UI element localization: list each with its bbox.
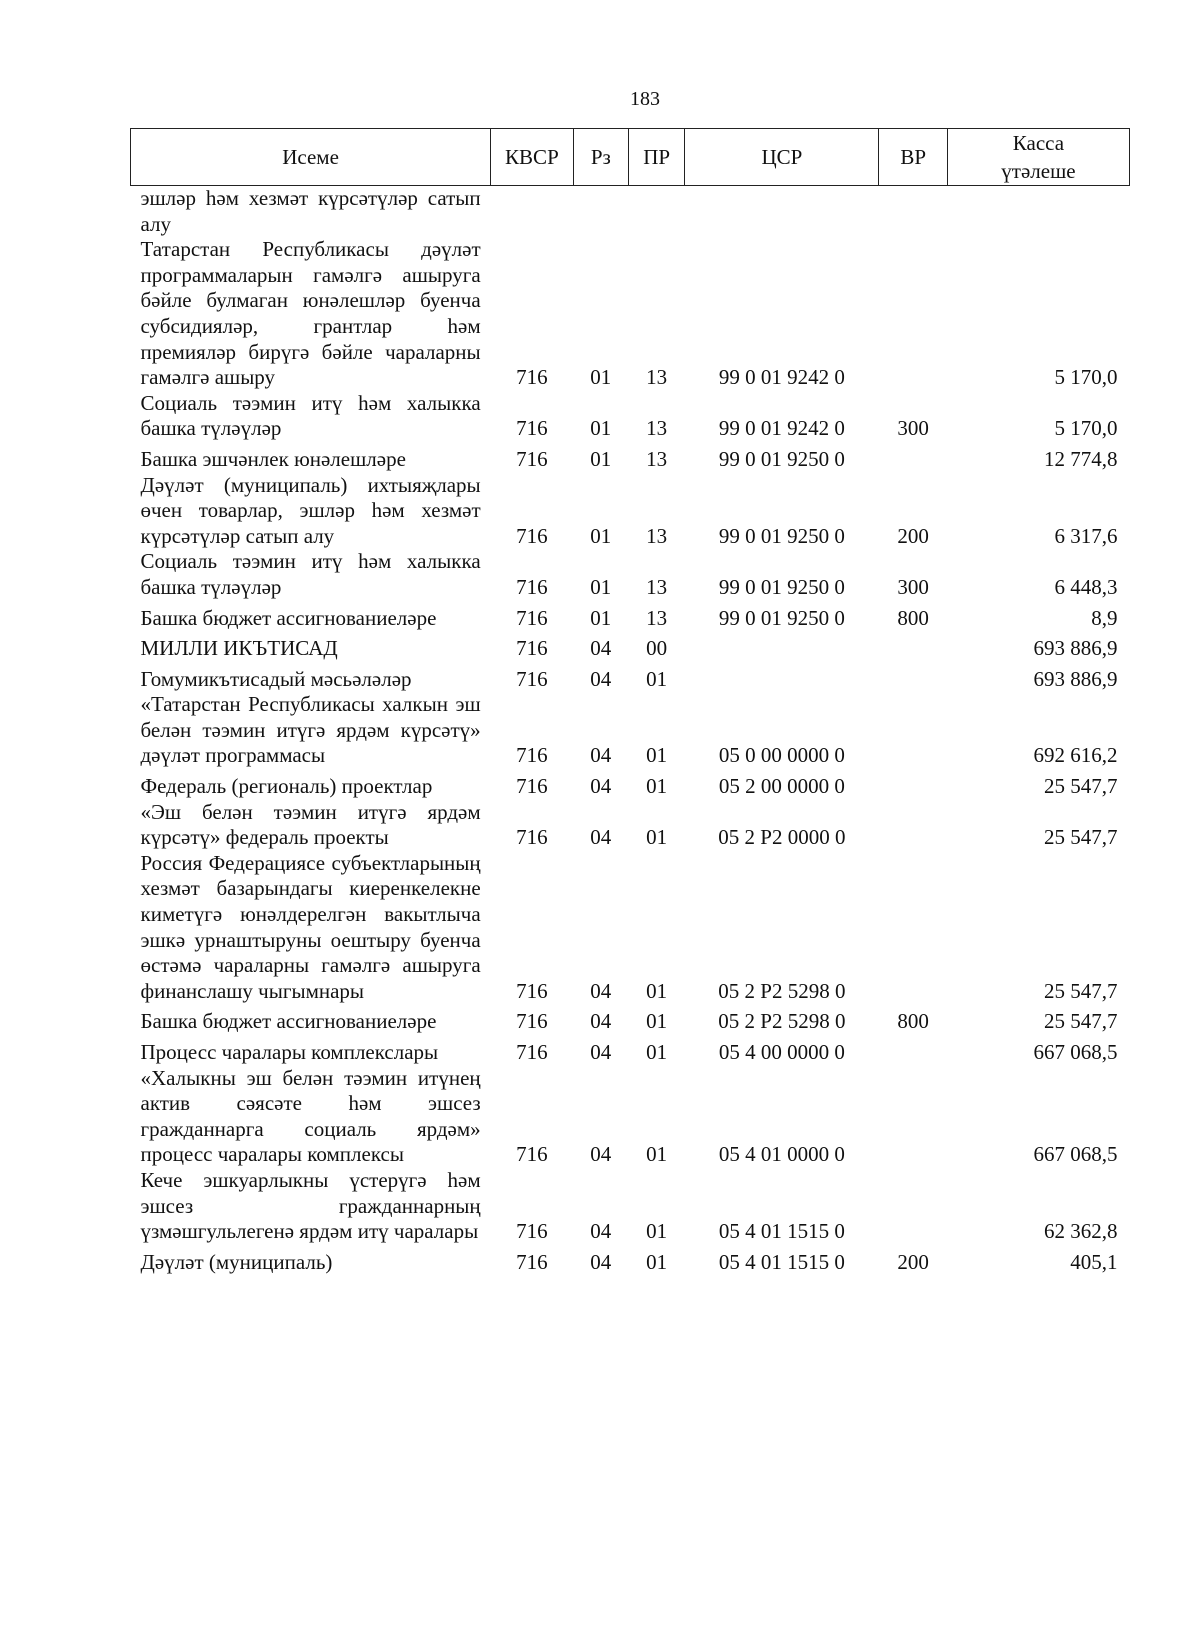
cell-rz: 04 bbox=[590, 1249, 612, 1274]
header-vr: ВР bbox=[879, 129, 947, 186]
cell-pr: 01 bbox=[646, 743, 668, 768]
table-row bbox=[131, 851, 1130, 1005]
cell-kvsr: 716 bbox=[516, 1009, 548, 1034]
cell-kvsr: 716 bbox=[516, 365, 548, 390]
cell-pr: 01 bbox=[646, 1219, 668, 1244]
cell-vr bbox=[879, 631, 947, 662]
cell-pr: 01 bbox=[646, 1249, 668, 1274]
header-csr: ЦСР bbox=[685, 129, 879, 186]
cell-name: «Татарстан Республикасы халкын эш белән тәэмин итүгә ярдәм күрсәтү» дәүләт программасы bbox=[140, 692, 481, 768]
cell-rz: 04 bbox=[590, 1009, 612, 1034]
cell-pr: 01 bbox=[646, 1142, 668, 1167]
cell-name: Башка бюджет ассигнованиеләре bbox=[140, 605, 437, 630]
cell-sum: 692 616,2 bbox=[1033, 743, 1118, 768]
table-row bbox=[131, 1245, 1130, 1276]
table-row bbox=[131, 473, 1130, 550]
page-number: 183 bbox=[630, 88, 660, 110]
cell-sum: 25 547,7 bbox=[1044, 825, 1118, 850]
cell-kvsr: 716 bbox=[516, 446, 548, 471]
cell-sum: 667 068,5 bbox=[1033, 1142, 1118, 1167]
table-row bbox=[131, 1035, 1130, 1066]
cell-vr bbox=[879, 1066, 947, 1168]
cell-vr bbox=[879, 1168, 947, 1245]
cell-kvsr: 716 bbox=[516, 605, 548, 630]
cell-name: «Эш белән тәэмин итүгә ярдәм күрсәтү» федераль проекты bbox=[140, 799, 481, 850]
header-sum bbox=[947, 129, 1129, 186]
cell-sum: 405,1 bbox=[1070, 1249, 1118, 1274]
cell-pr: 01 bbox=[646, 825, 668, 850]
cell-kvsr: 716 bbox=[516, 1040, 548, 1064]
cell-rz: 04 bbox=[590, 1142, 612, 1167]
cell-csr: 05 2 00 0000 0 bbox=[718, 774, 845, 799]
cell-sum: 8,9 bbox=[1091, 605, 1118, 630]
cell-csr: 05 2 P2 5298 0 bbox=[718, 1009, 846, 1034]
header-rz: Рз bbox=[573, 129, 628, 186]
cell-kvsr: 716 bbox=[516, 825, 548, 850]
cell-csr bbox=[685, 186, 879, 238]
cell-rz: 01 bbox=[590, 605, 612, 630]
header-sum-line2: үтәлеше bbox=[1001, 159, 1076, 183]
cell-pr: 13 bbox=[646, 605, 668, 630]
cell-name: Башка эшчәнлек юнәлешләре bbox=[140, 446, 406, 471]
cell-kvsr: 716 bbox=[516, 574, 548, 599]
cell-rz: 04 bbox=[590, 666, 612, 691]
cell-sum: 6 448,3 bbox=[1054, 574, 1118, 599]
header-kvsr: КВСР bbox=[491, 129, 573, 186]
cell-pr: 13 bbox=[646, 365, 668, 390]
cell-sum: 693 886,9 bbox=[1033, 636, 1118, 661]
table-row bbox=[131, 1168, 1130, 1245]
table-row bbox=[131, 391, 1130, 442]
cell-vr: 200 bbox=[897, 1249, 929, 1274]
cell-vr: 300 bbox=[897, 574, 929, 599]
cell-name: Дәүләт (муниципаль) ихтыяҗлары өчен товарлар, эшләр һәм хезмәт күрсәтүләр сатып алу bbox=[140, 472, 481, 548]
cell-csr: 05 4 01 0000 0 bbox=[718, 1142, 845, 1167]
cell-kvsr: 716 bbox=[516, 666, 548, 691]
cell-sum: 12 774,8 bbox=[1044, 446, 1118, 471]
cell-csr: 05 4 01 1515 0 bbox=[718, 1249, 845, 1274]
cell-sum: 667 068,5 bbox=[1033, 1040, 1118, 1064]
cell-kvsr: 716 bbox=[516, 978, 548, 1003]
cell-pr bbox=[628, 186, 684, 238]
table-row bbox=[131, 662, 1130, 693]
cell-csr: 99 0 01 9250 0 bbox=[718, 523, 845, 548]
cell-kvsr: 716 bbox=[516, 1249, 548, 1274]
cell-kvsr: 716 bbox=[516, 1142, 548, 1167]
cell-name: Россия Федерациясе субъектларының хезмәт базарындагы киеренкелекне киметүгә юнәлдерелгән вакытлыча эшкә урнаштыруны оештыру буенча өстәмә чараларны гамәлгә ашыруга финанслашу чыгымнары bbox=[140, 850, 481, 1003]
cell-kvsr: 716 bbox=[516, 416, 548, 441]
cell-pr: 00 bbox=[646, 636, 668, 661]
cell-name: Социаль тәэмин итү һәм халыкка башка түләүләр bbox=[140, 390, 481, 441]
cell-name: Процесс чаралары комплекслары bbox=[140, 1040, 439, 1064]
cell-name: Башка бюджет ассигнованиеләре bbox=[140, 1009, 437, 1034]
cell-vr bbox=[879, 800, 947, 851]
cell-csr bbox=[685, 631, 879, 662]
cell-sum: 25 547,7 bbox=[1044, 1009, 1118, 1034]
cell-vr: 800 bbox=[897, 1009, 929, 1034]
cell-vr: 300 bbox=[897, 416, 929, 441]
cell-kvsr: 716 bbox=[516, 1219, 548, 1244]
cell-pr: 13 bbox=[646, 446, 668, 471]
cell-vr bbox=[879, 186, 947, 238]
cell-pr: 13 bbox=[646, 574, 668, 599]
table-row bbox=[131, 631, 1130, 662]
cell-name: Федераль (региональ) проектлар bbox=[140, 774, 433, 799]
cell-rz: 01 bbox=[590, 416, 612, 441]
cell-sum: 5 170,0 bbox=[1054, 365, 1118, 390]
cell-sum bbox=[947, 186, 1129, 238]
cell-pr: 01 bbox=[646, 978, 668, 1003]
cell-csr: 99 0 01 9242 0 bbox=[718, 416, 845, 441]
table-row bbox=[131, 692, 1130, 769]
cell-csr: 99 0 01 9250 0 bbox=[718, 446, 845, 471]
cell-kvsr: 716 bbox=[516, 774, 548, 799]
cell-csr: 05 2 P2 5298 0 bbox=[718, 978, 846, 1003]
cell-sum: 6 317,6 bbox=[1054, 523, 1118, 548]
cell-rz bbox=[573, 186, 628, 238]
table-row bbox=[131, 769, 1130, 800]
cell-rz: 04 bbox=[590, 1040, 612, 1064]
cell-vr bbox=[879, 662, 947, 693]
cell-kvsr: 716 bbox=[516, 743, 548, 768]
cell-csr: 05 4 01 1515 0 bbox=[718, 1219, 845, 1244]
cell-kvsr: 716 bbox=[516, 636, 548, 661]
cell-vr bbox=[879, 692, 947, 769]
table-row bbox=[131, 800, 1130, 851]
cell-name: эшләр һәм хезмәт күрсәтүләр сатып алу bbox=[140, 186, 481, 236]
cell-name: Гомумикътисадый мәсьәләләр bbox=[140, 666, 412, 691]
cell-rz: 01 bbox=[590, 574, 612, 599]
cell-pr: 01 bbox=[646, 774, 668, 799]
cell-csr: 99 0 01 9250 0 bbox=[718, 605, 845, 630]
budget-table bbox=[130, 128, 1130, 1275]
table-row bbox=[131, 1004, 1130, 1035]
cell-rz: 04 bbox=[590, 978, 612, 1003]
cell-vr bbox=[879, 1035, 947, 1066]
cell-pr: 13 bbox=[646, 523, 668, 548]
table-body bbox=[131, 186, 1130, 1276]
cell-name: Кече эшкуарлыкны үстерүгә һәм эшсез гражданнарның үзмәшгульлегенә ярдәм итү чаралары bbox=[140, 1167, 481, 1244]
cell-csr: 05 0 00 0000 0 bbox=[718, 743, 845, 768]
cell-sum: 693 886,9 bbox=[1033, 666, 1118, 691]
cell-csr: 99 0 01 9242 0 bbox=[718, 365, 845, 390]
cell-rz: 04 bbox=[590, 1219, 612, 1244]
cell-rz: 04 bbox=[590, 774, 612, 799]
header-pr: ПР bbox=[628, 129, 684, 186]
cell-rz: 01 bbox=[590, 446, 612, 471]
cell-kvsr: 716 bbox=[516, 523, 548, 548]
table-header bbox=[131, 129, 1130, 186]
cell-rz: 01 bbox=[590, 523, 612, 548]
cell-name: «Халыкны эш белән тәэмин итүнең актив сәясәте һәм эшсез гражданнарга социаль ярдәм» процесс чаралары комплексы bbox=[140, 1065, 481, 1167]
table-row bbox=[131, 601, 1130, 632]
cell-rz: 01 bbox=[590, 365, 612, 390]
cell-sum: 25 547,7 bbox=[1044, 774, 1118, 799]
table-row bbox=[131, 1066, 1130, 1168]
header-sum-line1: Касса bbox=[1012, 131, 1065, 155]
header-name: Исеме bbox=[131, 129, 491, 186]
cell-vr bbox=[879, 237, 947, 391]
cell-csr: 05 4 00 0000 0 bbox=[718, 1040, 845, 1064]
cell-rz: 04 bbox=[590, 636, 612, 661]
cell-pr: 13 bbox=[646, 416, 668, 441]
cell-sum: 5 170,0 bbox=[1054, 416, 1118, 441]
cell-csr bbox=[685, 662, 879, 693]
cell-pr: 01 bbox=[646, 1009, 668, 1034]
table-row bbox=[131, 442, 1130, 473]
cell-pr: 01 bbox=[646, 666, 668, 691]
cell-rz: 04 bbox=[590, 743, 612, 768]
table-row bbox=[131, 237, 1130, 391]
cell-csr: 99 0 01 9250 0 bbox=[718, 574, 845, 599]
cell-vr: 200 bbox=[897, 523, 929, 548]
cell-vr bbox=[879, 442, 947, 473]
cell-name: МИЛЛИ ИКЪТИСАД bbox=[140, 636, 338, 661]
cell-name: Татарстан Республикасы дәүләт программаларын гамәлгә ашыруга бәйле булмаган юнәлешләр буенча субсидияләр, грантлар һәм премияләр бирүгә бәйле чараларны гамәлгә ашыру bbox=[140, 237, 481, 390]
cell-kvsr bbox=[491, 186, 573, 238]
cell-name: Дәүләт (муниципаль) bbox=[140, 1249, 333, 1274]
cell-csr: 05 2 P2 0000 0 bbox=[718, 825, 846, 850]
cell-rz: 04 bbox=[590, 825, 612, 850]
cell-vr bbox=[879, 851, 947, 1005]
table-row bbox=[131, 186, 1130, 238]
cell-name: Социаль тәэмин итү һәм халыкка башка түләүләр bbox=[140, 549, 481, 599]
cell-sum: 62 362,8 bbox=[1044, 1219, 1118, 1244]
table-row bbox=[131, 549, 1130, 600]
cell-vr bbox=[879, 769, 947, 800]
cell-pr: 01 bbox=[646, 1040, 668, 1064]
cell-vr: 800 bbox=[897, 605, 929, 630]
cell-sum: 25 547,7 bbox=[1044, 978, 1118, 1003]
